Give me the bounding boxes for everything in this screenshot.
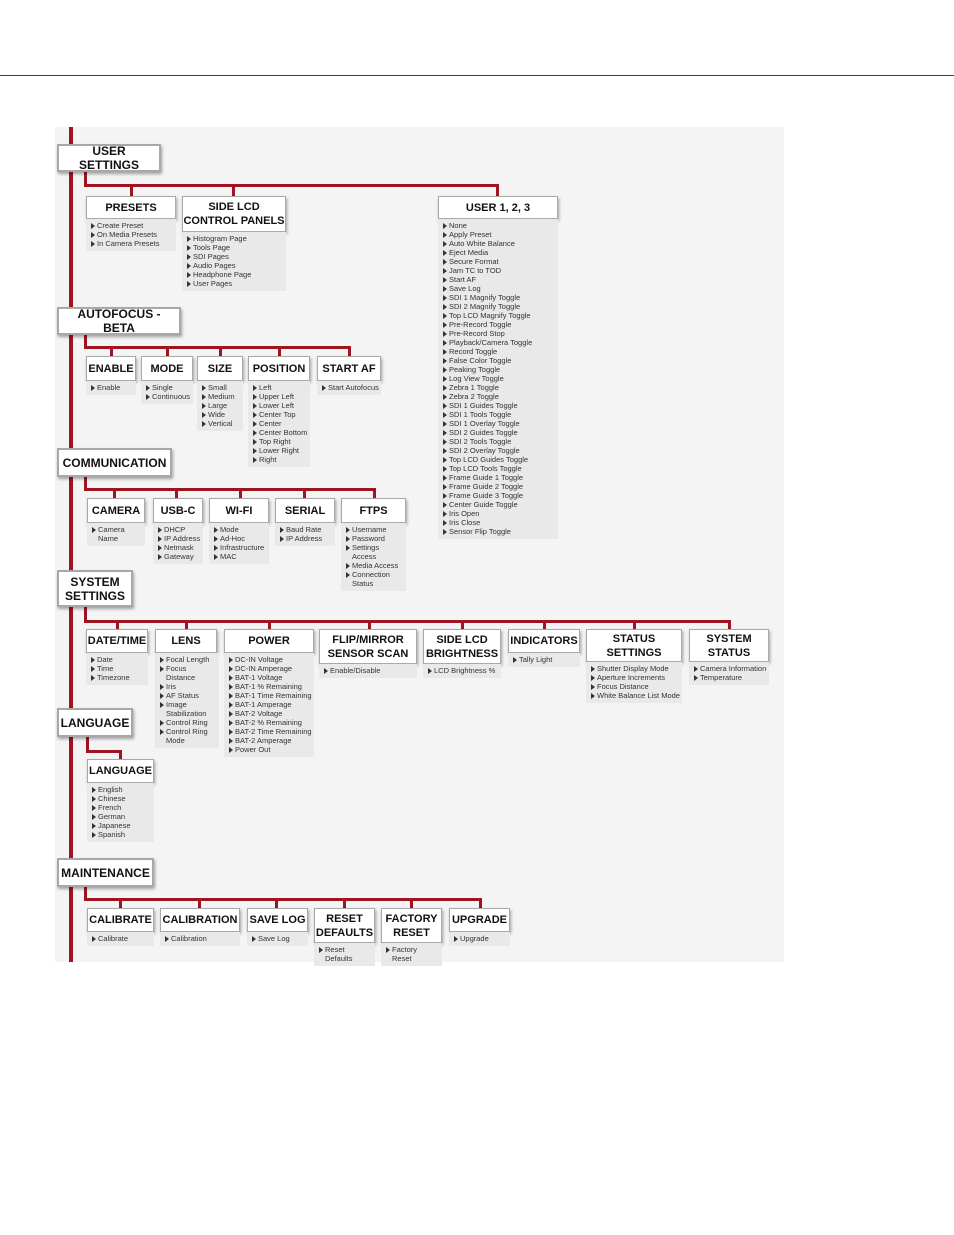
menu-option[interactable]: Chinese <box>92 794 152 803</box>
sys-indicators-menu-options <box>508 653 580 667</box>
menu-option[interactable]: Audio Pages <box>187 261 284 270</box>
language-menu-title: LANGUAGE <box>89 765 152 777</box>
af-position-menu-title: POSITION <box>252 362 306 375</box>
section-maintenance-title: MAINTENANCE <box>61 865 150 880</box>
maint-factory-reset-menu[interactable] <box>381 908 442 943</box>
menu-option[interactable]: Ad-Hoc <box>214 534 267 543</box>
menu-option[interactable]: Upper Left <box>253 392 308 401</box>
menu-option[interactable]: Control Ring Mode <box>160 727 217 745</box>
sys-side-lcd-brightness-menu[interactable] <box>423 629 501 664</box>
menu-option[interactable]: Media Access <box>346 561 404 570</box>
maint-calibrate-menu[interactable] <box>87 908 154 932</box>
menu-option[interactable]: Start Autofocus <box>322 383 379 392</box>
menu-option[interactable]: Camera Information <box>694 664 767 673</box>
section-autofocus[interactable] <box>57 307 181 335</box>
menu-option[interactable]: BAT-2 Time Remaining <box>229 727 312 736</box>
menu-option[interactable]: White Balance List Mode <box>591 691 680 700</box>
comm-serial-menu[interactable] <box>275 498 335 523</box>
menu-option[interactable]: Username <box>346 525 404 534</box>
maint-reset-defaults-menu-title: RESET DEFAULTS <box>315 912 374 939</box>
maint-reset-defaults-menu[interactable] <box>314 908 375 943</box>
comm-wifi-menu-title: WI-FI <box>225 504 253 517</box>
comm-ftps-menu-options <box>341 523 406 591</box>
menu-option[interactable]: Factory Reset <box>386 945 440 963</box>
sys-date-time-menu[interactable] <box>86 629 148 653</box>
sys-power-menu-options <box>224 653 314 757</box>
language-menu[interactable] <box>87 759 154 783</box>
sys-flip-mirror-menu-options <box>319 664 417 678</box>
sys-flip-mirror-menu[interactable] <box>319 629 417 664</box>
menu-option[interactable]: Peaking Toggle <box>443 365 556 374</box>
menu-option[interactable]: Iris Close <box>443 518 556 527</box>
section-language[interactable] <box>57 708 133 737</box>
menu-option[interactable]: Lower Right <box>253 446 308 455</box>
menu-option[interactable]: SDI 2 Guides Toggle <box>443 428 556 437</box>
user-buttons-menu-title: USER 1, 2, 3 <box>465 201 531 214</box>
section-system-settings-title: SYSTEM SETTINGS <box>65 574 126 603</box>
sys-system-status-menu-options <box>689 662 769 685</box>
menu-option[interactable]: Spanish <box>92 830 152 839</box>
menu-option[interactable]: Control Ring <box>160 718 217 727</box>
af-position-menu[interactable] <box>248 356 310 381</box>
language-menu-options <box>87 783 154 842</box>
menu-option[interactable]: Center Top <box>253 410 308 419</box>
menu-option[interactable]: Tally Light <box>513 655 578 664</box>
menu-option[interactable]: Vertical <box>202 419 241 428</box>
af-mode-menu-title: MODE <box>150 362 184 375</box>
menu-option[interactable]: Frame Guide 2 Toggle <box>443 482 556 491</box>
menu-option[interactable]: Top Right <box>253 437 308 446</box>
menu-option[interactable]: Temperature <box>694 673 767 682</box>
menu-option[interactable]: English <box>92 785 152 794</box>
menu-option[interactable]: German <box>92 812 152 821</box>
side-lcd-control-panels-menu[interactable] <box>182 196 286 232</box>
connector-line <box>84 346 350 349</box>
menu-option[interactable]: Shutter Display Mode <box>591 664 680 673</box>
af-size-menu-title: SIZE <box>207 362 233 375</box>
maint-calibration-menu-options <box>160 932 240 946</box>
menu-option[interactable]: Focus Distance <box>591 682 680 691</box>
menu-option[interactable]: Auto White Balance <box>443 239 556 248</box>
main-spine <box>69 127 73 962</box>
section-maintenance[interactable] <box>57 858 154 887</box>
menu-option[interactable]: Jam TC to TOD <box>443 266 556 275</box>
sys-date-time-menu-title: DATE/TIME <box>87 635 147 647</box>
maint-save-log-menu-title: SAVE LOG <box>249 914 306 926</box>
menu-option[interactable]: Headphone Page <box>187 270 284 279</box>
af-start-menu[interactable] <box>317 356 381 381</box>
menu-option[interactable]: LCD Brightness % <box>428 666 499 675</box>
maint-upgrade-menu-title: UPGRADE <box>451 914 507 926</box>
menu-option[interactable]: BAT-1 Time Remaining <box>229 691 312 700</box>
menu-option[interactable]: BAT-1 Voltage <box>229 673 312 682</box>
section-communication[interactable] <box>57 448 172 477</box>
sys-indicators-menu-title: INDICATORS <box>510 635 578 647</box>
side-lcd-control-panels-menu-title: SIDE LCD CONTROL PANELS <box>183 201 285 227</box>
maint-factory-reset-menu-options <box>381 943 442 966</box>
menu-option[interactable]: Connection Status <box>346 570 404 588</box>
menu-option[interactable]: Apply Preset <box>443 230 556 239</box>
menu-option[interactable]: Timezone <box>91 673 146 682</box>
menu-option[interactable]: Small <box>202 383 241 392</box>
menu-option[interactable]: Single <box>146 383 191 392</box>
sys-system-status-menu[interactable] <box>689 629 769 662</box>
sys-status-settings-menu-options <box>586 662 682 703</box>
comm-serial-menu-options <box>275 523 335 546</box>
af-position-menu-options <box>248 381 310 467</box>
menu-option[interactable]: Japanese <box>92 821 152 830</box>
menu-option[interactable]: In Camera Presets <box>91 239 174 248</box>
menu-option[interactable]: SDI 2 Tools Toggle <box>443 437 556 446</box>
section-language-title: LANGUAGE <box>60 715 130 730</box>
sys-system-status-menu-title: SYSTEM STATUS <box>706 632 752 659</box>
menu-option[interactable]: Infrastructure <box>214 543 267 552</box>
sys-side-lcd-brightness-menu-options <box>423 664 501 678</box>
menu-option[interactable]: DC-IN Voltage <box>229 655 312 664</box>
menu-option[interactable]: Baud Rate <box>280 525 333 534</box>
af-enable-menu-title: ENABLE <box>88 362 134 375</box>
menu-option[interactable]: Create Preset <box>91 221 174 230</box>
menu-option[interactable]: Image Stabilization <box>160 700 217 718</box>
menu-option[interactable]: SDI 1 Magnify Toggle <box>443 293 556 302</box>
menu-option[interactable]: Upgrade <box>454 934 508 943</box>
menu-option[interactable]: BAT-1 % Remaining <box>229 682 312 691</box>
sys-lens-menu-title: LENS <box>171 635 201 647</box>
af-size-menu-options <box>197 381 243 431</box>
menu-option[interactable]: AF Status <box>160 691 217 700</box>
sys-date-time-menu-options <box>86 653 148 685</box>
comm-ftps-menu[interactable] <box>341 498 406 523</box>
menu-option[interactable]: Zebra 2 Toggle <box>443 392 556 401</box>
menu-option[interactable]: Playback/Camera Toggle <box>443 338 556 347</box>
comm-usb-c-menu-title: USB-C <box>160 504 196 517</box>
sys-side-lcd-brightness-menu-title: SIDE LCD BRIGHTNESS <box>425 633 499 660</box>
presets-menu[interactable] <box>86 196 176 219</box>
menu-option[interactable]: Log View Toggle <box>443 374 556 383</box>
menu-option[interactable]: Center Bottom <box>253 428 308 437</box>
menu-option[interactable]: Iris Open <box>443 509 556 518</box>
menu-option[interactable]: Focus Distance <box>160 664 217 682</box>
user-buttons-menu-options <box>438 219 558 539</box>
connector-line <box>86 750 122 753</box>
af-enable-menu-options <box>86 381 136 395</box>
comm-ftps-menu-title: FTPS <box>359 504 388 517</box>
maint-calibration-menu[interactable] <box>160 908 240 932</box>
connector-line <box>84 184 499 187</box>
menu-option[interactable]: Wide <box>202 410 241 419</box>
comm-usb-c-menu[interactable] <box>153 498 203 523</box>
section-communication-title: COMMUNICATION <box>62 455 167 470</box>
menu-option[interactable]: IP Address <box>280 534 333 543</box>
menu-option[interactable]: Reset Defaults <box>319 945 373 963</box>
af-mode-menu[interactable] <box>141 356 193 381</box>
menu-option[interactable]: Start AF <box>443 275 556 284</box>
comm-wifi-menu[interactable] <box>209 498 269 523</box>
menu-option[interactable]: Center <box>253 419 308 428</box>
menu-option[interactable]: DC-IN Amperage <box>229 664 312 673</box>
menu-option[interactable]: User Pages <box>187 279 284 288</box>
maint-factory-reset-menu-title: FACTORY RESET <box>385 912 438 939</box>
menu-option[interactable]: False Color Toggle <box>443 356 556 365</box>
menu-option[interactable]: Mode <box>214 525 267 534</box>
sys-flip-mirror-menu-title: FLIP/MIRROR SENSOR SCAN <box>327 633 409 660</box>
menu-option[interactable]: BAT-2 Amperage <box>229 736 312 745</box>
menu-option[interactable]: Frame Guide 3 Toggle <box>443 491 556 500</box>
menu-option[interactable]: Password <box>346 534 404 543</box>
af-mode-menu-options <box>141 381 193 404</box>
menu-option[interactable]: Tools Page <box>187 243 284 252</box>
section-autofocus-title: AUTOFOCUS - BETA <box>77 307 161 335</box>
comm-usb-c-menu-options <box>153 523 203 564</box>
comm-wifi-menu-options <box>209 523 269 564</box>
menu-option[interactable]: Pre-Record Stop <box>443 329 556 338</box>
menu-option[interactable]: Power Out <box>229 745 312 754</box>
menu-option[interactable]: Date <box>91 655 146 664</box>
menu-option[interactable]: SDI 1 Guides Toggle <box>443 401 556 410</box>
menu-option[interactable]: Pre-Record Toggle <box>443 320 556 329</box>
sys-lens-menu-options <box>155 653 219 748</box>
side-lcd-control-panels-menu-options <box>182 232 286 291</box>
section-system-settings[interactable] <box>57 570 133 607</box>
maint-calibration-menu-title: CALIBRATION <box>162 914 238 926</box>
menu-option[interactable]: On Media Presets <box>91 230 174 239</box>
section-user-settings-title: USER SETTINGS <box>78 144 139 172</box>
menu-option[interactable]: French <box>92 803 152 812</box>
menu-option[interactable]: Zebra 1 Toggle <box>443 383 556 392</box>
menu-option[interactable]: Histogram Page <box>187 234 284 243</box>
menu-option[interactable]: SDI 1 Overlay Toggle <box>443 419 556 428</box>
menu-option[interactable]: Center Guide Toggle <box>443 500 556 509</box>
menu-option[interactable]: Left <box>253 383 308 392</box>
menu-option[interactable]: MAC <box>214 552 267 561</box>
menu-option[interactable]: Sensor Flip Toggle <box>443 527 556 536</box>
menu-option[interactable]: Top LCD Tools Toggle <box>443 464 556 473</box>
menu-option[interactable]: Focal Length <box>160 655 217 664</box>
af-enable-menu[interactable] <box>86 356 136 381</box>
menu-option[interactable]: Medium <box>202 392 241 401</box>
sys-power-menu[interactable] <box>224 629 314 653</box>
connector-line <box>84 898 482 901</box>
maint-save-log-menu[interactable] <box>247 908 308 932</box>
menu-option[interactable]: Aperture Increments <box>591 673 680 682</box>
menu-option[interactable]: Frame Guide 1 Toggle <box>443 473 556 482</box>
menu-option[interactable]: Eject Media <box>443 248 556 257</box>
menu-option[interactable]: Gateway <box>158 552 201 561</box>
menu-option[interactable]: Secure Format <box>443 257 556 266</box>
af-size-menu[interactable] <box>197 356 243 381</box>
header-divider <box>0 75 954 76</box>
menu-option[interactable]: Enable <box>91 383 134 392</box>
maint-reset-defaults-menu-options <box>314 943 375 966</box>
menu-option[interactable]: Camera Name <box>92 525 143 543</box>
maint-calibrate-menu-title: CALIBRATE <box>89 914 152 926</box>
menu-option[interactable]: Continuous <box>146 392 191 401</box>
maint-save-log-menu-options <box>247 932 308 946</box>
sys-status-settings-menu-title: STATUS SETTINGS <box>606 632 662 659</box>
menu-option[interactable]: Time <box>91 664 146 673</box>
menu-option[interactable]: Save Log <box>443 284 556 293</box>
menu-option[interactable]: Calibrate <box>92 934 152 943</box>
menu-option[interactable]: SDI 2 Overlay Toggle <box>443 446 556 455</box>
menu-option[interactable]: Enable/Disable <box>324 666 415 675</box>
menu-option[interactable]: Top LCD Guides Toggle <box>443 455 556 464</box>
sys-status-settings-menu[interactable] <box>586 629 682 662</box>
user-buttons-menu[interactable] <box>438 196 558 219</box>
presets-menu-title: PRESETS <box>105 201 157 214</box>
menu-option[interactable]: SDI 2 Magnify Toggle <box>443 302 556 311</box>
menu-option[interactable]: Netmask <box>158 543 201 552</box>
menu-option[interactable]: Lower Left <box>253 401 308 410</box>
sys-lens-menu[interactable] <box>155 629 217 653</box>
menu-option[interactable]: Top LCD Magnify Toggle <box>443 311 556 320</box>
sys-indicators-menu[interactable] <box>508 629 580 653</box>
menu-option[interactable]: Record Toggle <box>443 347 556 356</box>
maint-calibrate-menu-options <box>87 932 154 946</box>
menu-option[interactable]: IP Address <box>158 534 201 543</box>
menu-option[interactable]: Save Log <box>252 934 306 943</box>
menu-option[interactable]: None <box>443 221 556 230</box>
comm-serial-menu-title: SERIAL <box>284 504 326 517</box>
presets-menu-options <box>86 219 176 251</box>
sys-power-menu-title: POWER <box>248 635 290 647</box>
menu-option[interactable]: Settings Access <box>346 543 404 561</box>
menu-option[interactable]: Calibration <box>165 934 238 943</box>
menu-option[interactable]: BAT-2 Voltage <box>229 709 312 718</box>
af-start-menu-options <box>317 381 381 395</box>
maint-upgrade-menu-options <box>449 932 510 946</box>
comm-camera-menu-options <box>87 523 145 546</box>
menu-option[interactable]: SDI 1 Tools Toggle <box>443 410 556 419</box>
menu-option[interactable]: Large <box>202 401 241 410</box>
comm-camera-menu-title: CAMERA <box>91 504 141 517</box>
connector-line <box>84 488 376 491</box>
menu-option[interactable]: Right <box>253 455 308 464</box>
menu-option[interactable]: DHCP <box>158 525 201 534</box>
menu-option[interactable]: Iris <box>160 682 217 691</box>
section-user-settings[interactable] <box>57 144 161 172</box>
menu-option[interactable]: SDI Pages <box>187 252 284 261</box>
comm-camera-menu[interactable] <box>87 498 145 523</box>
menu-option[interactable]: BAT-1 Amperage <box>229 700 312 709</box>
menu-option[interactable]: BAT-2 % Remaining <box>229 718 312 727</box>
af-start-menu-title: START AF <box>322 362 376 375</box>
maint-upgrade-menu[interactable] <box>449 908 510 932</box>
